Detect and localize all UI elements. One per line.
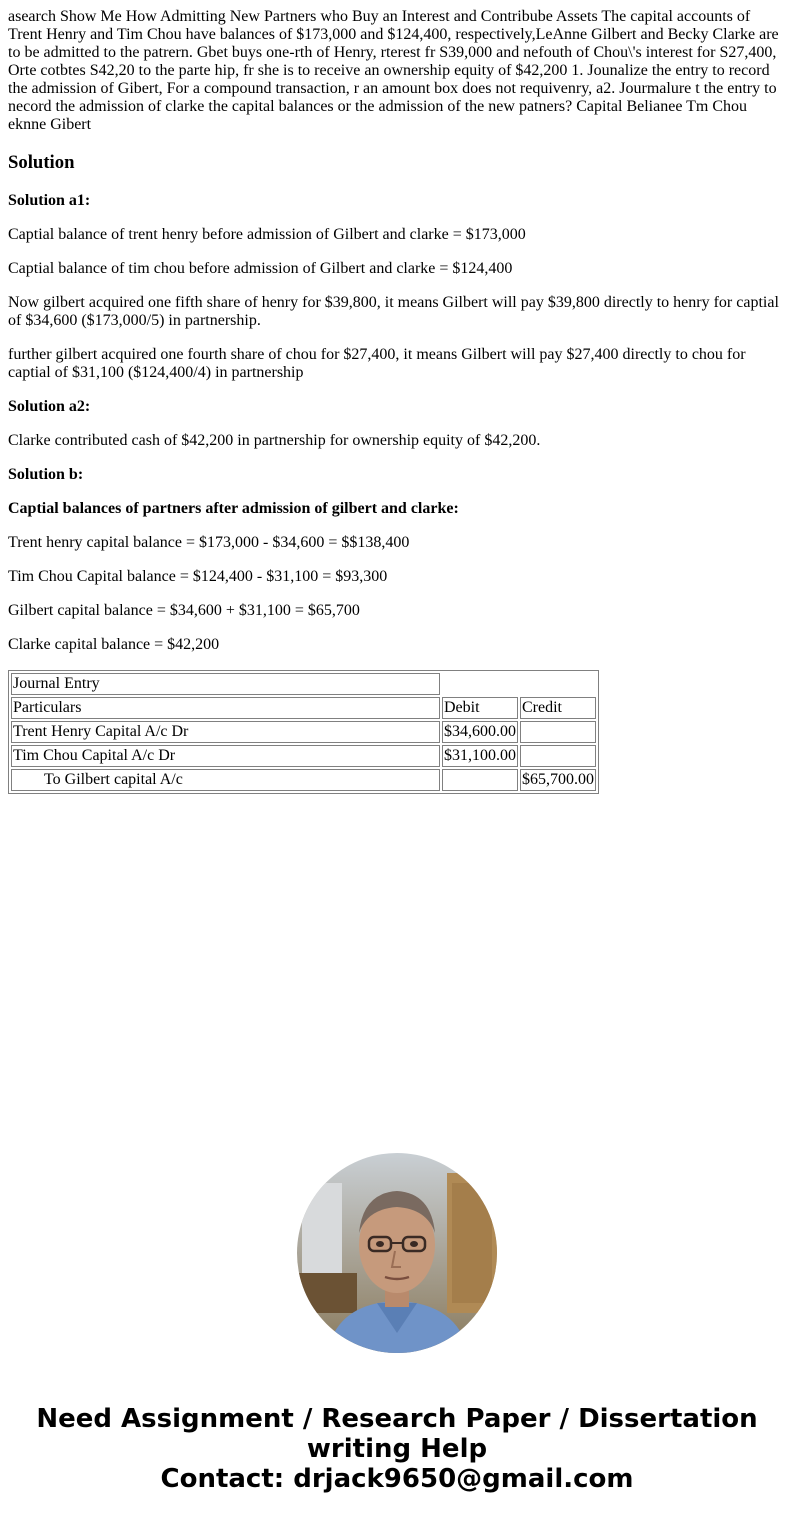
header-debit: Debit: [442, 697, 518, 719]
solution-heading: Solution: [8, 152, 75, 173]
credit-cell: [520, 745, 596, 767]
b-paragraph-2: Tim Chou Capital balance = $124,400 - $31,100 = $93,300: [8, 568, 388, 585]
b-paragraph-4: Clarke capital balance = $42,200: [8, 636, 220, 653]
solution-a2-heading: Solution a2:: [8, 398, 91, 415]
debit-cell: $31,100.00: [442, 745, 518, 767]
table-row: [11, 673, 596, 695]
b-paragraph-1: Trent henry capital balance = $173,000 - $34,600 = $$138,400: [8, 534, 410, 551]
promo-line-1: Need Assignment / Research Paper / Dissertation writing Help: [36, 1404, 758, 1464]
table-row: [11, 721, 596, 743]
b-paragraph-3: Gilbert capital balance = $34,600 + $31,100 = $65,700: [8, 602, 360, 619]
author-portrait-image: [297, 1153, 497, 1353]
author-photo: [297, 1153, 497, 1353]
solution-b-subheading: Captial balances of partners after admission of gilbert and clarke:: [8, 500, 459, 517]
solution-a1-heading: Solution a1:: [8, 192, 91, 209]
a2-paragraph-1: Clarke contributed cash of $42,200 in partnership for ownership equity of $42,200.: [8, 432, 541, 449]
particulars-cell: Tim Chou Capital A/c Dr: [11, 745, 440, 767]
a1-paragraph-3: Now gilbert acquired one fifth share of henry for $39,800, it means Gilbert will pay $39,800 directly to henry for captial of $34,600 ($173,000/5) in partnership.: [8, 294, 779, 329]
promo-contact[interactable]: Contact: drjack9650@gmail.com: [160, 1464, 634, 1494]
solution-b-heading: Solution b:: [8, 466, 84, 483]
debit-cell: [442, 769, 518, 791]
credit-cell: [520, 721, 596, 743]
debit-cell: $34,600.00: [442, 721, 518, 743]
table-header-row: [11, 697, 596, 719]
header-credit: Credit: [520, 697, 596, 719]
journal-entry-table: [8, 670, 599, 794]
table-row: [11, 769, 596, 791]
particulars-cell: Trent Henry Capital A/c Dr: [11, 721, 440, 743]
a1-paragraph-4: further gilbert acquired one fourth share of chou for $27,400, it means Gilbert will pay $27,400 directly to chou for captial of $31,100 ($124,400/4) in partnership: [8, 346, 746, 381]
a1-paragraph-1: Captial balance of trent henry before admission of Gilbert and clarke = $173,000: [8, 226, 526, 243]
a1-paragraph-2: Captial balance of tim chou before admission of Gilbert and clarke = $124,400: [8, 260, 513, 277]
credit-cell: $65,700.00: [520, 769, 596, 791]
journal-title: Journal Entry: [11, 673, 440, 695]
question-text: asearch Show Me How Admitting New Partners who Buy an Interest and Contribube Assets The capital accounts of Trent Henry and Tim Chou have balances of $173,000 and $124,400, respectively,LeAnne Gilbert and Becky Clarke are to be admitted to the patrern. Gbet buys one-rth of Henry, rterest fr S39,000 and nefouth of Chou\'s interest for S27,400, Orte cotbtes S42,20 to the parte hip, fr she is to receive an ownership equity of $42,200 1. Jounalize the entry to record the admission of Gibert, For a compound transaction, r an amount box does not requivenry, a2. Jourmalure t the entry to necord the admission of clarke the capital balances or the admission of the new patners? Capital Belianee Tm Chou eknne Gibert: [8, 8, 779, 133]
particulars-cell: To Gilbert capital A/c: [11, 769, 440, 791]
header-particulars: Particulars: [11, 697, 440, 719]
promo-banner: [0, 1404, 794, 1494]
table-row: [11, 745, 596, 767]
